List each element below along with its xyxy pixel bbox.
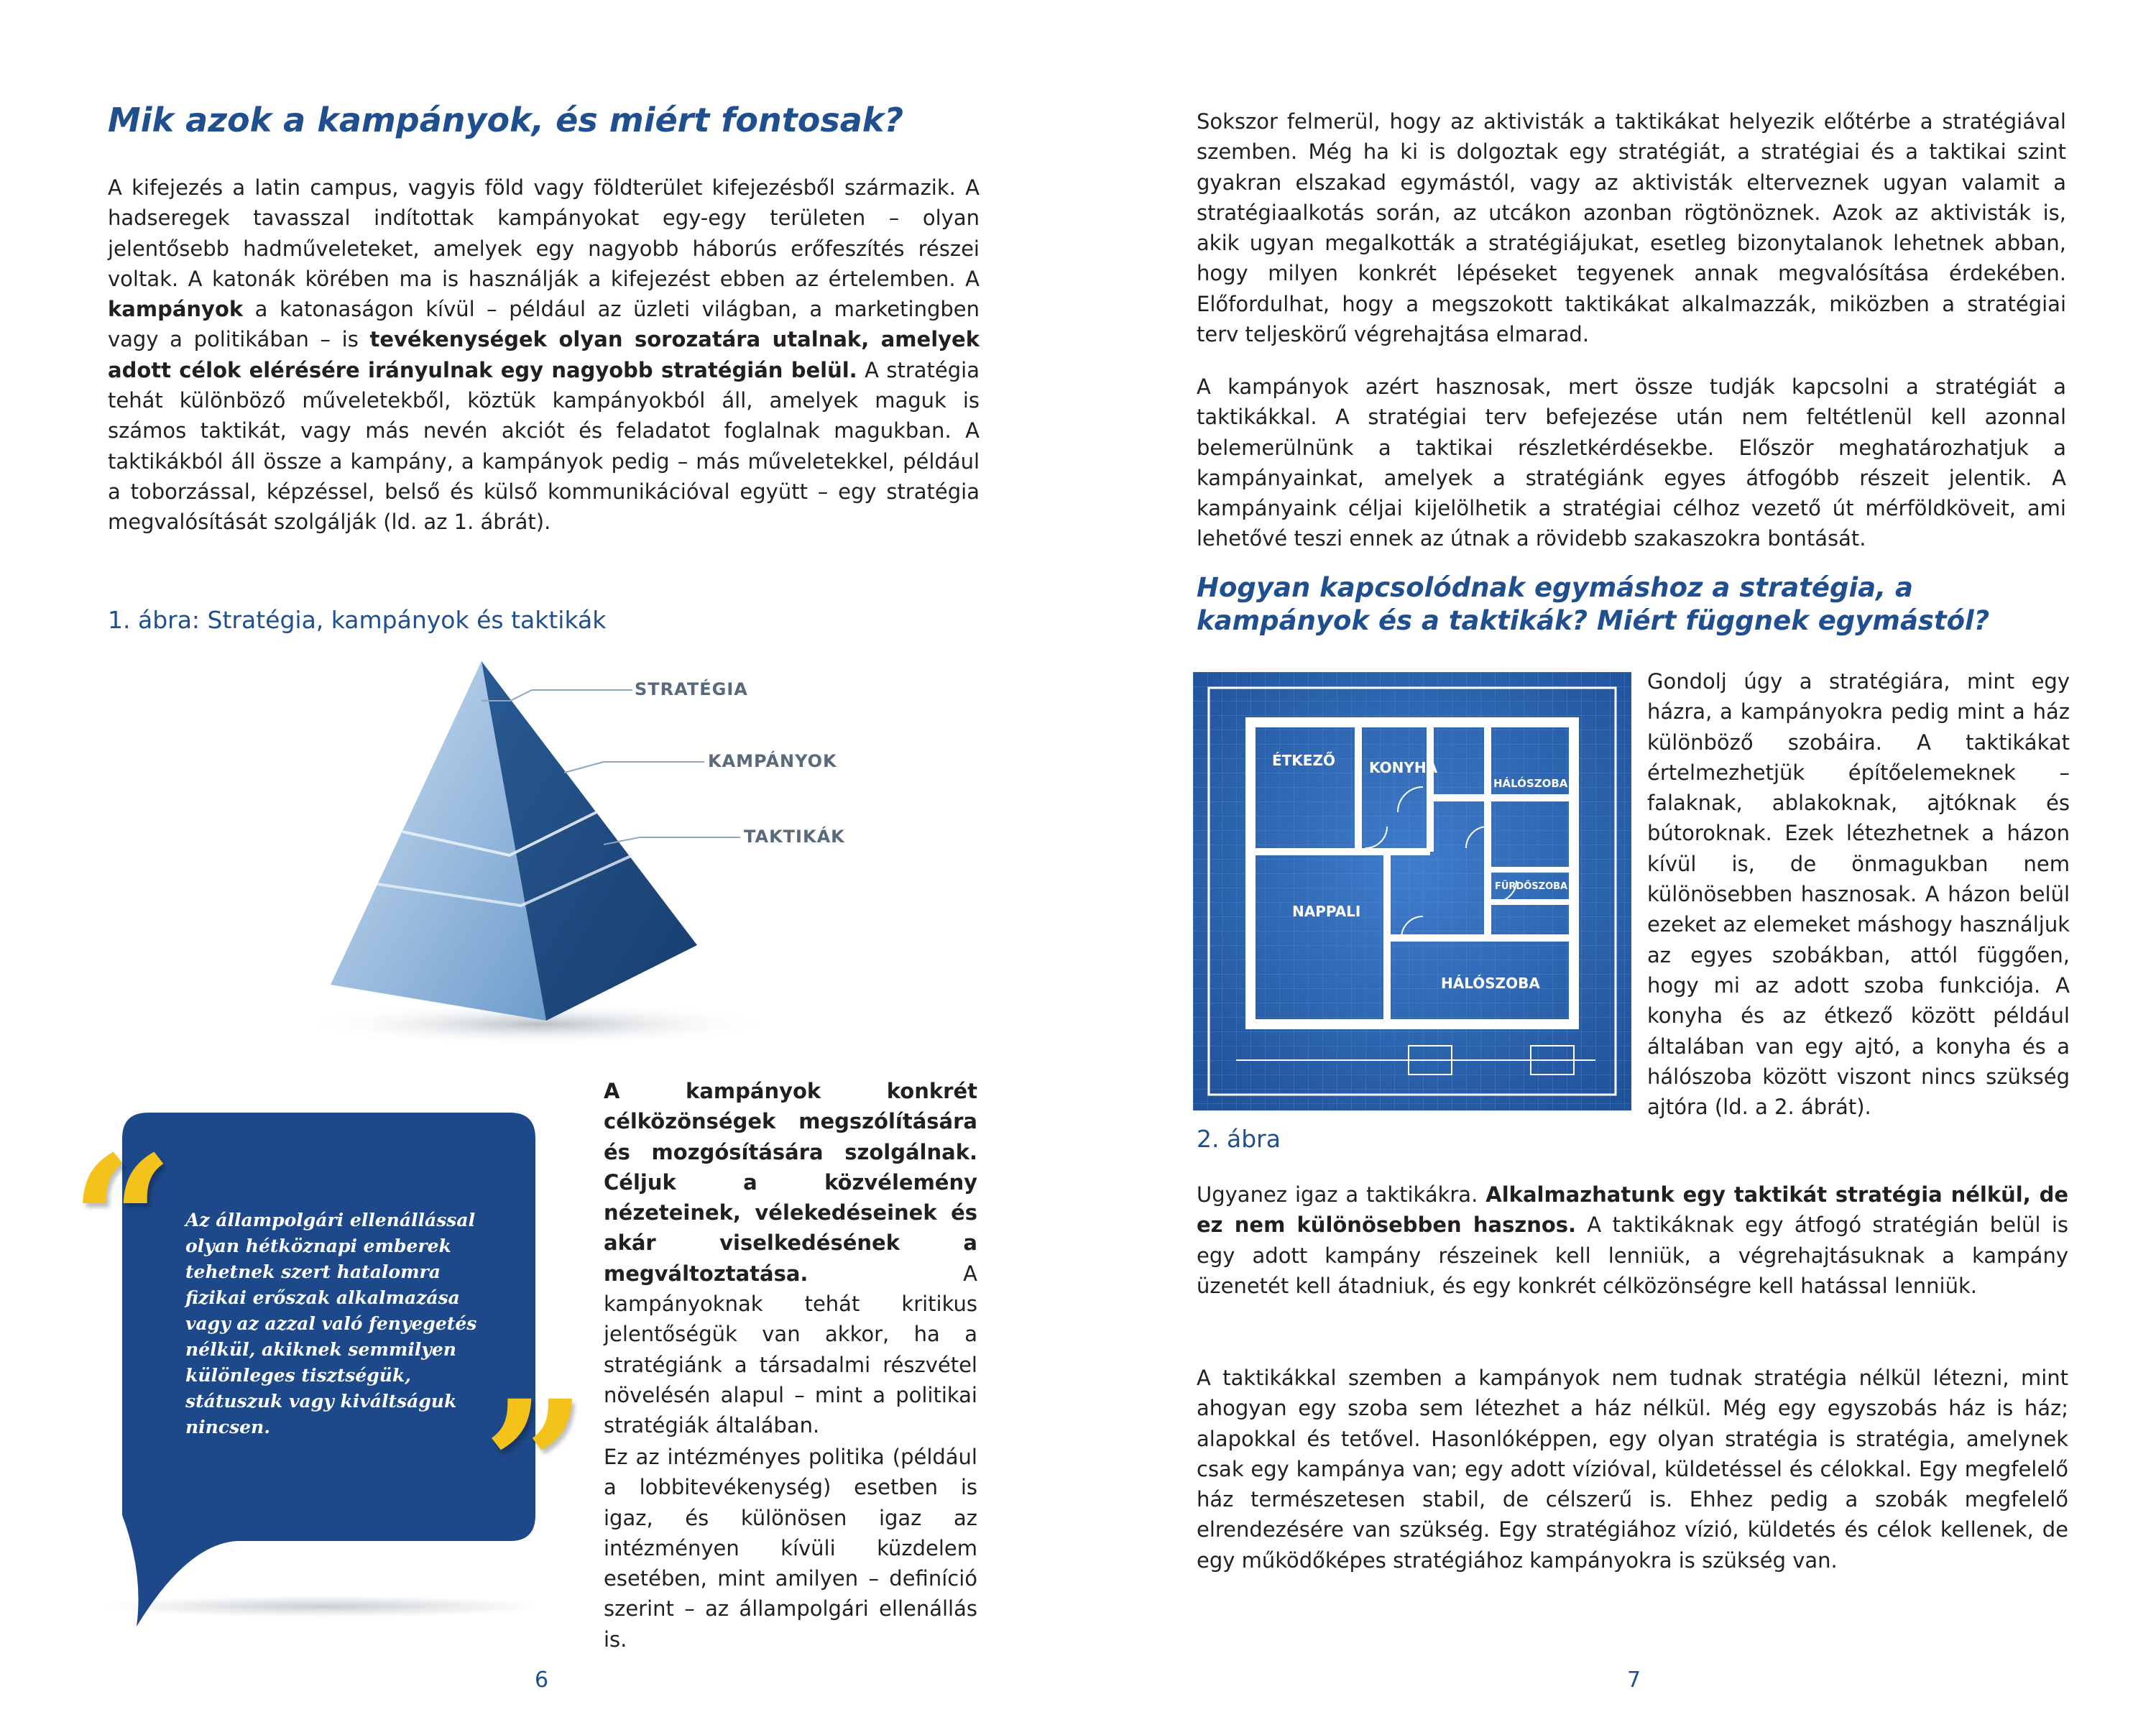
close-quote-mark: ”: [483, 1361, 586, 1572]
open-quote-mark: “: [70, 1116, 174, 1328]
room-label-haloszoba-1: HÁLÓSZOBA: [1493, 777, 1568, 790]
figure2-caption: 2. ábra: [1197, 1125, 1281, 1153]
leader-line-kampanyok: [564, 762, 704, 773]
institutional-paragraph: Ez az intézményes politika (például a lobbitevékenység) esetben is igaz, és különösen igaz az intézményen kívüli küzdelem esetében, mint amilyen – definíció szerint – az állampolgári ellenállás is.: [604, 1445, 977, 1652]
strategy-pyramid-figure: [302, 647, 1028, 1049]
section-heading: Hogyan kapcsolódnak egymáshoz a stratégia, a kampányok és a taktikák? Miért függnek egymástól?: [1197, 572, 1990, 636]
pyramid-label-taktikak: TAKTIKÁK: [744, 827, 845, 847]
leader-line-taktikak: [604, 837, 740, 845]
usefulness-paragraph: A kampányok azért hasznosak, mert össze tudják kapcsolni a stratégiát a taktikákkal. A stratégiai terv befejezése után nem feltétlenül kell azonnal belemerülnünk a taktikai részletkérdésekbe. Először meghatározhatjuk a kampányainkat, amelyek a stratégiánk egyes átfogóbb részeit jelentik. A kampányaink céljai kijelölhetik a stratégiai célhoz vezető út mérföldköveit, ami lehetővé teszi ennek az útnak a rövidebb szakaszokra bontását.: [1197, 374, 2066, 551]
tactics-paragraph: Ugyanez igaz a taktikákra. Alkalmazhatunk egy taktikát stratégia nélkül, de ez nem különösebben hasznos. A taktikáknak egy átfogó stratégián belül is egy adott kampány részeinek kell lenniük, a végrehajtásuknak a kampány üzenetét kell átadniuk, és egy konkrét célközönségre kell hatással lenniük.: [1197, 1182, 2068, 1298]
pyramid-label-kampanyok: KAMPÁNYOK: [708, 751, 837, 771]
figure1-caption: 1. ábra: Stratégia, kampányok és taktikák: [108, 606, 607, 634]
campaign-paragraph: A kampányok konkrét célközönségek megszólítására és mozgósítására szolgálnak. Céljuk a közvélemény nézeteinek, vélekedéseinek és akár viselkedésének a megváltoztatása. A kampányoknak tehát kritikus jelentőségük van akkor, ha a stratégiánk a társadalmi részvétel növelésén alapul – mint a politikai stratégiák általában.: [604, 1079, 977, 1438]
room-label-furdoszoba: FÜRDŐSZOBA: [1495, 881, 1568, 892]
house-analogy-paragraph: Gondolj úgy a stratégiára, mint egy házra, a kampányokra pedig mint a ház különböző szobáira. A taktikákat értelmezhetjük építőelemeknek – falaknak, ablakoknak, ajtóknak és bútoroknak. Ezek létezhetnek a házon kívül is, de önmagukban nem különösebben hasznosak. A házon belül ezeket az elemeket máshogy használjuk az egyes szobákban, attól függően, hogy mi az adott szoba funkciója. A konyha és az étkező között például általában van egy ajtó, a konyha és a hálószoba között viszont nincs szükség ajtóra (ld. a 2. ábrát).: [1647, 669, 2070, 1120]
activists-paragraph: Sokszor felmerül, hogy az aktivisták a taktikákat helyezik előtérbe a stratégiával szemben. Még ha ki is dolgoztak egy stratégiát, a stratégiai és a taktikai szint gyakran elszakad egymástól, vagy az aktivisták elterveznek ugyan valamit a stratégiaalkotás során, az utcákon azonban rögtönöznek. Azok az aktivisták is, akik ugyan megalkották a stratégiájukat, esetleg bizonytalanok lehetnek abban, hogy milyen konkrét lépéseket tegyenek annak megvalósítása érdekében. Előfordulhat, hogy a megszokott taktikákat alkalmazzák, miközben a stratégiai terv teljeskörű végrehajtása elmarad.: [1197, 109, 2066, 347]
room-label-konyha: KONYHA: [1369, 759, 1438, 776]
page-number-left: 6: [535, 1668, 549, 1693]
quote-text: Az állampolgári ellenállással olyan hétköznapi emberek tehetnek szert hatalomra fizikai erőszak alkalmazása vagy az azzal való fenyegetés nélkül, akiknek semmilyen különleges tisztségük, státuszuk vagy kiváltságuk nincsen.: [185, 1210, 477, 1438]
page-title: Mik azok a kampányok, és miért fontosak?: [108, 101, 904, 139]
campaigns-need-strategy-paragraph: A taktikákkal szemben a kampányok nem tudnak stratégia nélkül létezni, mint ahogyan egy szoba sem létezhet a ház nélkül. Még egy egyszobás ház is ház; alapokkal és tetővel. Hasonlóképpen, egy olyan stratégia is stratégia, amelynek csak egy kampánya van; egy adott vízióval, küldetéssel és célokkal. Egy megfelelő ház természetesen stabil, de célszerű is. Ehhez pedig a szobák megfelelő elrendezésére van szükség. Egy stratégiához vízió, küldetés és célok kellenek, de egy működőképes stratégiához kampányokra is szükség van.: [1197, 1366, 2068, 1573]
house-blueprint-figure: [1193, 672, 1631, 1110]
room-label-haloszoba-2: HÁLÓSZOBA: [1441, 975, 1540, 992]
room-label-etkezo: ÉTKEZŐ: [1272, 752, 1335, 769]
pyramid-label-strategia: STRATÉGIA: [635, 679, 748, 699]
room-label-nappali: NAPPALI: [1292, 903, 1361, 920]
intro-paragraph: A kifejezés a latin campus, vagyis föld vagy földterület kifejezésből származik. A hadseregek tavasszal indítottak kampányokat egy-egy területen – olyan jelentősebb hadműveleteket, amelyek egy nagyobb háborús erőfeszítés részei voltak. A katonák körében ma is használják a kifejezést ebben az értelemben. A kampányok a katonaságon kívül – például az üzleti világban, a marketingben vagy a politikában – is tevékenységek olyan sorozatára utalnak, amelyek adott célok elérésére irányulnak egy nagyobb stratégián belül. A stratégia tehát különböző műveletekből, köztük kampányokból áll, amelyek maguk is számos taktikát, vagy más nevén akciót és feladatot foglalnak magukban. A taktikákból áll össze a kampány, a kampányok pedig – más műveletekkel, például a toborzással, képzéssel, belső és külső kommunikációval együtt – egy stratégia megvalósítását szolgálják (ld. az 1. ábrát).: [108, 175, 980, 535]
page-number-right: 7: [1627, 1668, 1641, 1693]
